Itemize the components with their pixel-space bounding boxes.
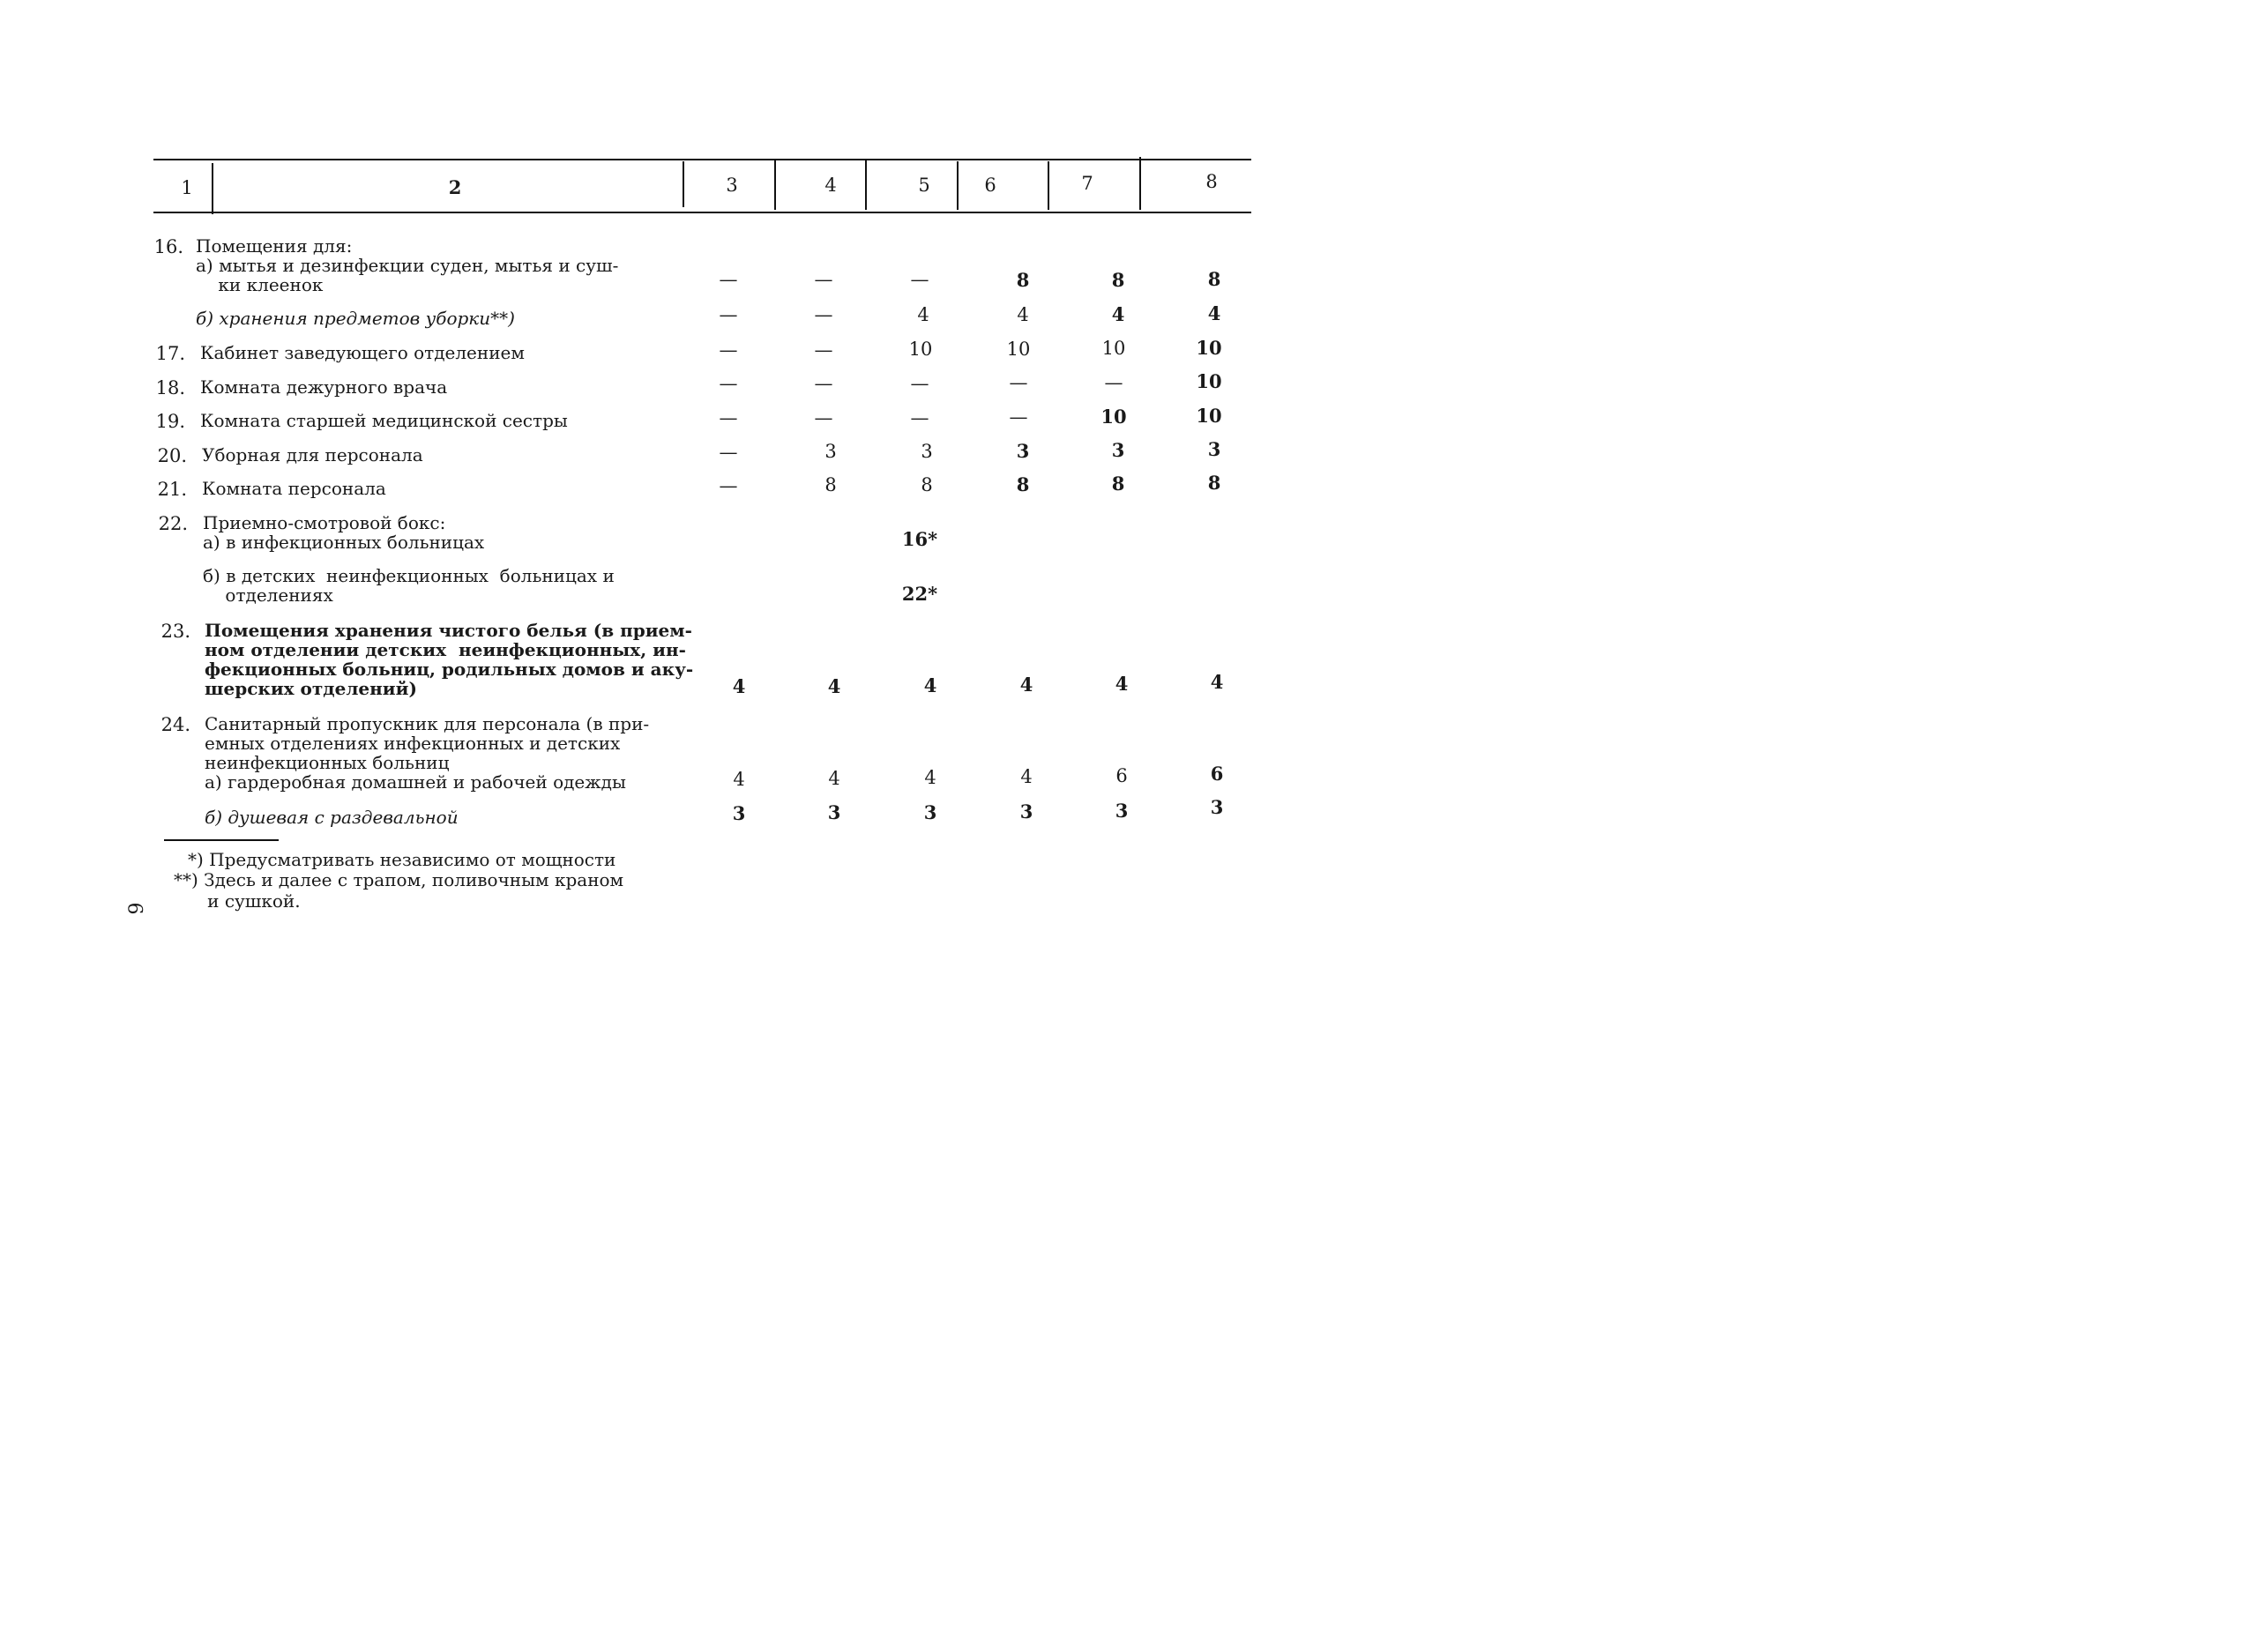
row-label: Помещения для:	[196, 235, 353, 257]
cell-value: 4	[1207, 302, 1221, 324]
cell-value: —	[719, 407, 738, 428]
cell-value: 3	[1019, 800, 1033, 823]
header-col-4: 4	[824, 175, 837, 196]
header-col-1: 1	[181, 177, 193, 198]
cell-value: —	[719, 442, 738, 463]
row-label: емных отделениях инфекционных и детских	[205, 733, 621, 754]
cell-value: 8	[1016, 269, 1030, 291]
row-label: шерских отделений)	[205, 678, 417, 699]
cell-value: —	[1009, 372, 1028, 393]
cell-value: 4	[923, 674, 937, 696]
row-label: неинфекционных больниц	[205, 752, 450, 773]
cell-value: 10	[1196, 370, 1222, 392]
cell-value: 4	[733, 769, 745, 790]
header-bottom-rule	[153, 212, 1251, 213]
row-number: 19.	[155, 411, 185, 432]
cell-value: 3	[1115, 800, 1129, 822]
row-number: 21.	[157, 479, 187, 500]
col-divider	[1139, 157, 1141, 210]
col-divider	[957, 161, 959, 210]
header-col-7: 7	[1081, 173, 1093, 194]
cell-value: 4	[732, 675, 746, 697]
row-label: Кабинет заведующего отделением	[200, 342, 525, 363]
cell-value: 3	[1016, 440, 1030, 462]
cell-value: 3	[1111, 439, 1125, 461]
footnote-double-asterisk-cont: и сушкой.	[174, 890, 301, 912]
row-number: 22.	[158, 513, 188, 534]
header-col-6: 6	[984, 175, 996, 196]
cell-value: 10	[1196, 405, 1222, 427]
row-label: б) хранения предметов уборки**)	[196, 308, 515, 329]
cell-value: 6	[1115, 765, 1128, 786]
row-label: ки клеенок	[196, 274, 324, 295]
cell-value: 8	[824, 474, 837, 495]
cell-value: 4	[1020, 766, 1033, 787]
row-label: ном отделении детских неинфекционных, ин-	[205, 639, 686, 660]
row-label: Комната персонала	[202, 478, 386, 499]
cell-value: —	[814, 373, 833, 394]
cell-value: —	[719, 304, 738, 325]
row-label: Комната дежурного врача	[200, 376, 448, 398]
cell-value: 8	[1111, 269, 1125, 291]
cell-value: 3	[1207, 438, 1221, 460]
cell-value: 3	[921, 441, 933, 462]
row-label: Приемно-смотровой бокс:	[203, 512, 446, 533]
row-label: Помещения хранения чистого белья (в прием-	[205, 620, 692, 641]
col-divider	[1048, 161, 1049, 210]
cell-value: 10	[1100, 406, 1127, 428]
cell-value: 10	[1006, 339, 1031, 360]
cell-value: 4	[1111, 303, 1125, 325]
cell-value: 3	[1210, 796, 1224, 818]
cell-value: —	[719, 269, 738, 290]
cell-value: —	[814, 304, 833, 325]
cell-value: 4	[828, 768, 840, 789]
cell-value: 4	[827, 675, 841, 697]
cell-value: 10	[908, 339, 933, 360]
header-col-5: 5	[918, 175, 930, 196]
cell-value: —	[719, 373, 738, 394]
footnote-double-asterisk: **) Здесь и далее с трапом, поливочным краном	[174, 869, 624, 890]
page-number: 6	[123, 902, 145, 915]
footnote-separator	[164, 839, 279, 841]
cell-value: —	[814, 269, 833, 290]
cell-value: 4	[1115, 673, 1129, 695]
cell-value: 6	[1210, 763, 1224, 785]
cell-value: —	[719, 475, 738, 496]
col-divider	[683, 161, 684, 207]
col-divider	[865, 159, 867, 210]
cell-value: —	[910, 373, 929, 394]
cell-value: 8	[1207, 268, 1221, 290]
row-label: б) душевая с раздевальной	[205, 807, 459, 828]
row-label: б) в детских неинфекционных больницах и	[203, 565, 615, 586]
row-number: 20.	[157, 445, 187, 466]
cell-value: —	[910, 407, 929, 428]
row-label: а) мытья и дезинфекции суден, мытья и суш-	[196, 255, 619, 276]
cell-value: 4	[1017, 304, 1029, 325]
table-top-rule	[153, 159, 1251, 160]
cell-value: —	[814, 339, 833, 361]
header-col-8: 8	[1205, 171, 1218, 192]
cell-value: 3	[923, 801, 937, 823]
cell-value: —	[910, 269, 929, 290]
cell-value: —	[814, 407, 833, 428]
cell-value: 8	[1207, 472, 1221, 494]
cell-value: —	[1009, 406, 1028, 428]
row-number: 18.	[155, 377, 185, 398]
row-label: Санитарный пропускник для персонала (в при-	[205, 713, 650, 734]
header-col-2: 2	[448, 176, 462, 198]
row-label: Уборная для персонала	[202, 444, 423, 465]
row-label: а) гардеробная домашней и рабочей одежды	[205, 771, 626, 793]
cell-value: —	[719, 339, 738, 361]
cell-merged-value: 22*	[901, 583, 938, 605]
row-number: 24.	[160, 714, 190, 735]
cell-value: 4	[924, 767, 936, 788]
cell-value: 10	[1196, 337, 1222, 359]
cell-value: 4	[917, 304, 929, 325]
cell-value: 10	[1101, 338, 1126, 359]
cell-value: 3	[827, 801, 841, 823]
cell-value: —	[1104, 372, 1123, 393]
row-label: фекционных больниц, родильных домов и аку-	[205, 659, 694, 680]
row-label: Комната старшей медицинской сестры	[200, 410, 568, 431]
cell-merged-value: 16*	[901, 528, 938, 550]
cell-value: 8	[1016, 473, 1030, 495]
cell-value: 4	[1019, 674, 1033, 696]
cell-value: 4	[1210, 671, 1224, 693]
col-divider	[212, 163, 213, 214]
footnote-single-asterisk: *) Предусматривать независимо от мощности	[188, 849, 616, 870]
cell-value: 3	[732, 802, 746, 824]
cell-value: 8	[1111, 473, 1125, 495]
col-divider	[774, 159, 776, 210]
row-label: отделениях	[203, 584, 333, 606]
row-number: 16.	[153, 236, 183, 257]
row-label: а) в инфекционных больницах	[203, 532, 485, 553]
header-col-3: 3	[726, 175, 738, 196]
cell-value: 8	[921, 474, 933, 495]
row-number: 17.	[155, 343, 185, 364]
row-number: 23.	[160, 621, 190, 642]
cell-value: 3	[824, 441, 837, 462]
